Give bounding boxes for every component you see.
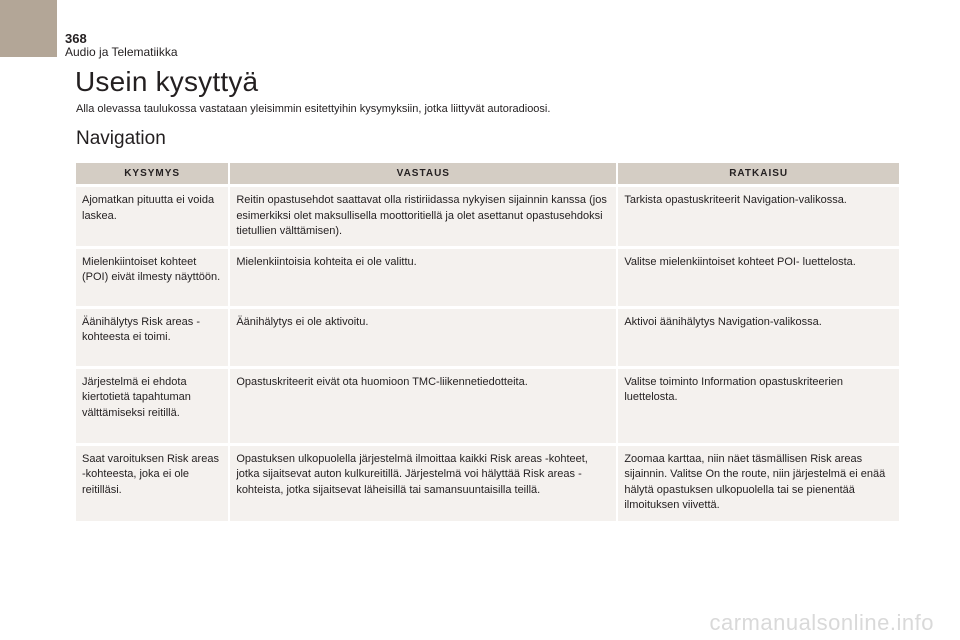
solution-cell: Valitse toiminto Information opastuskriteerien luettelosta. [618,369,899,443]
solution-cell: Zoomaa karttaa, niin näet täsmällisen Risk areas sijainnin. Valitse On the route, niin järjestelmä ei enää hälytä opastuksen ulkopuolella tai se pienentää ilmoituksen viivettä. [618,446,899,521]
watermark: carmanualsonline.info [709,610,934,635]
answer-cell: Äänihälytys ei ole aktivoitu. [230,309,616,366]
answer-cell: Opastuskriteerit eivät ota huomioon TMC-liikennetiedotteita. [230,369,616,443]
header-question: KYSYMYS [76,163,228,184]
faq-table [74,160,901,524]
table-row [76,369,899,443]
question-cell: Ajomatkan pituutta ei voida laskea. [76,187,228,246]
table-header-row [76,163,899,184]
page-number: 368 [65,31,87,46]
answer-cell: Mielenkiintoisia kohteita ei ole valittu. [230,249,616,306]
solution-cell: Valitse mielenkiintoiset kohteet POI- luettelosta. [618,249,899,306]
subsection-title: Navigation [76,128,166,149]
question-cell: Saat varoituksen Risk areas -kohteesta, joka ei ole reitilläsi. [76,446,228,521]
header-answer: VASTAUS [230,163,616,184]
answer-cell: Opastuksen ulkopuolella järjestelmä ilmoittaa kaikki Risk areas -kohteet, jotka sijaitsevat auton kulkureitillä. Järjestelmä voi hälyttää Risk areas -kohteista, jotka sijaitsevat läheisillä tai samansuuntaisilla teillä. [230,446,616,521]
answer-cell: Reitin opastusehdot saattavat olla ristiriidassa nykyisen sijainnin kanssa (jos esimerkiksi olet maksullisella moottoritiellä ja olet asettanut opastusehdoksi tietullien välttämisen). [230,187,616,246]
question-cell: Järjestelmä ei ehdota kiertotietä tapahtuman välttämiseksi reitillä. [76,369,228,443]
page-title: Usein kysyttyä [75,66,259,97]
table-row [76,187,899,246]
table-row [76,249,899,306]
solution-cell: Aktivoi äänihälytys Navigation-valikossa. [618,309,899,366]
header-solution: RATKAISU [618,163,899,184]
section-label: Audio ja Telematiikka [65,45,178,59]
table-row [76,446,899,521]
question-cell: Mielenkiintoiset kohteet (POI) eivät ilmesty näyttöön. [76,249,228,306]
question-cell: Äänihälytys Risk areas -kohteesta ei toimi. [76,309,228,366]
page-intro: Alla olevassa taulukossa vastataan yleisimmin esitettyihin kysymyksiin, jotka liittyvät autoradioosi. [76,103,551,115]
table-row [76,309,899,366]
corner-tab [0,0,57,57]
solution-cell: Tarkista opastuskriteerit Navigation-valikossa. [618,187,899,246]
